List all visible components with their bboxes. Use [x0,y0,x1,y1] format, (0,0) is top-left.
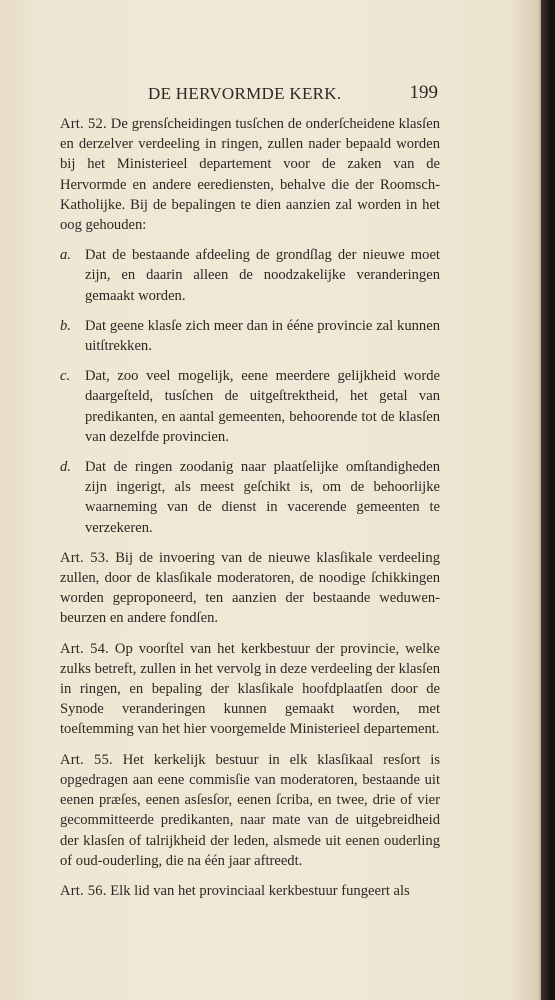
article-text: Op voorſtel van het kerkbestuur der provincie, welke zulks betreft, zullen in het vervolg in deze verdeeling der klasſen in ringen, en bepaling der klasſikale hoofdplaatſen door de Synode veranderingen kunnen gemaakt worden, met toeſtemming van het hier voorgemelde Ministerieel departement. [60,640,440,738]
article-text: Het kerkelijk bestuur in elk klasſikaal resſort is opgedragen aan eene commisſie van moderatoren, bestaande uit eenen præſes, eenen asſesſor, eenen ſcriba, en twee, drie of vier gecommitteerde predikanten, naar mate van de uitgebreidheid der klasſen of talrijkheid der leden, alsmede uit eenen ouderling of oud-ouderling, die na één jaar aftreedt. [60,751,441,869]
article-number: Art. 54. [60,640,109,657]
list-item-text: Dat de ringen zoodanig naar plaatſelijke omſtandigheden zijn ingerigt, als meest geſchikt is, om de behoorlijke waarneming van de dienst in vacerende gemeenten te verzekeren. [85,459,440,536]
list-item [60,457,440,538]
spacer [60,538,440,548]
article-53 [60,548,440,629]
spacer [60,740,440,750]
list-item [60,245,440,306]
running-header [148,84,438,108]
list-item-text: Dat de bestaande afdeeling de grondſlag der nieuwe moet zijn, en daarin alleen de noodzakelijke veranderingen gemaakt worden. [85,247,440,304]
article-number: Art. 56. [60,882,107,899]
article-56 [60,881,440,901]
article-number: Art. 55. [60,751,113,768]
list-item-letter: d. [60,459,71,476]
spacer [60,871,440,881]
list-item-letter: b. [60,317,71,334]
page-number: 199 [409,82,438,103]
page-body [60,114,440,901]
article-number: Art. 52. [60,116,107,132]
book-edge-shadow [541,0,555,1000]
list-item-text: Dat, zoo veel mogelijk, eene meerdere gelijkheid worde daargeſteld, tusſchen de uitgeſtrektheid, het getal van predikanten, en aantal gemeenten, behoorende tot de klasſen van dezelfde provincien. [85,368,440,445]
list-item-text: Dat geene klasſe zich meer dan in ééne provincie zal kunnen uitſtrekken. [85,317,440,355]
list-item-letter: c. [60,368,71,385]
spacer [60,629,440,639]
article-55 [60,750,440,871]
article-text: De grensſcheidingen tusſchen de onderſcheidene klasſen en derzelver verdeeling in ringen, zullen nader bepaald worden bij het Ministerieel departement voor de zaken van de Hervormde en andere eerediensten, behalve die der Roomsch-Katholijke. Bij de bepalingen te dien aanzien zal worden in het oog gehouden: [60,116,440,234]
list-item-letter: a. [60,247,71,264]
list-item [60,316,440,356]
page-header-title: DE HERVORMDE KERK. [148,84,342,103]
article-text: Bij de invoering van de nieuwe klasſikale verdeeling zullen, door de klasſikale moderatoren, de noodige ſchikkingen worden geproponeerd, ten aanzien der bestaande weduwen-beurzen en andere fondſen. [60,549,441,627]
list-item [60,366,440,447]
article-52 [60,114,440,235]
article-54 [60,639,440,740]
article-number: Art. 53. [60,549,110,566]
article-text: Elk lid van het provinciaal kerkbestuur fungeert als [110,882,410,899]
